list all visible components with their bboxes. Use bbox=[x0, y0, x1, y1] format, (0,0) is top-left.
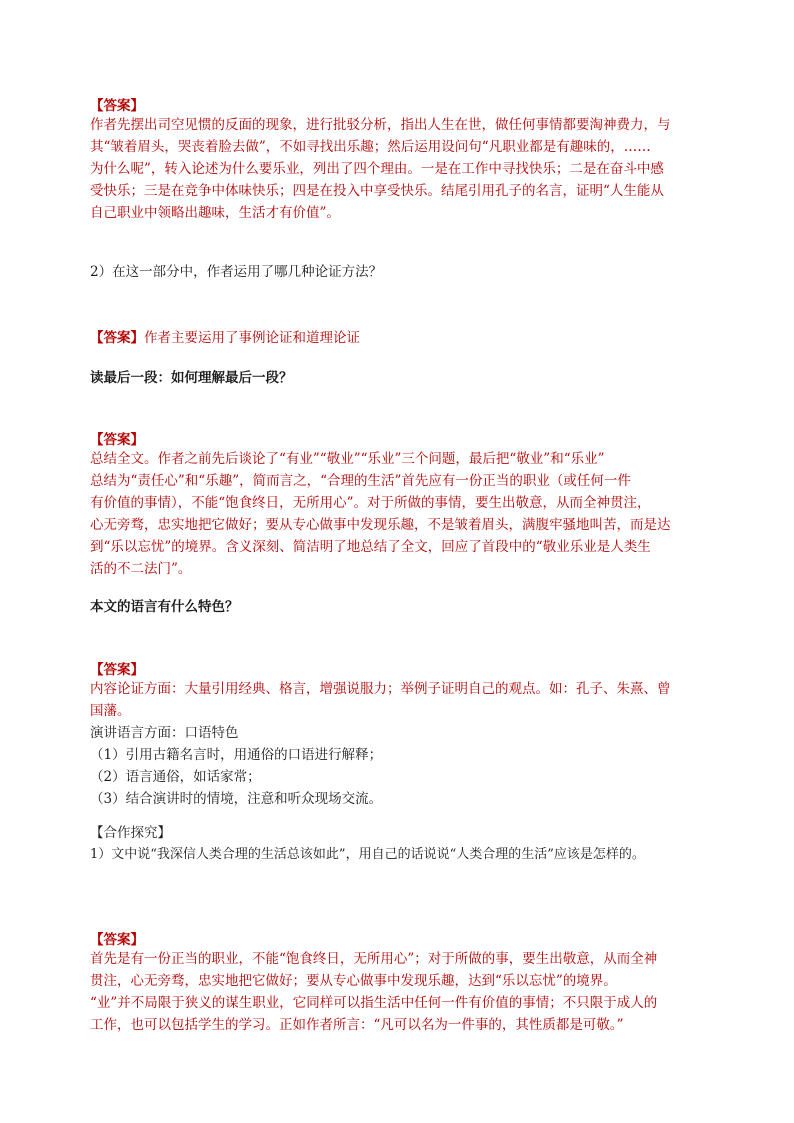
coop-section bbox=[90, 822, 710, 866]
answer-line: 为什么呢”，转入论述为什么要乐业，列出了四个理由。一是在工作中寻找快乐；二是在奋斗中感 bbox=[90, 161, 664, 177]
question-3: 读最后一段：如何理解最后一段？ bbox=[90, 370, 293, 386]
answer-block-5 bbox=[90, 928, 710, 1036]
answer-line: 国藩。 bbox=[90, 703, 131, 719]
answer-line: 工作，也可以包括学生的学习。正如作者所言：“凡可以名为一件事的，其性质都是可敬。” bbox=[90, 1017, 624, 1033]
answer-text-1 bbox=[90, 114, 710, 224]
answer-text-5 bbox=[90, 948, 710, 1036]
answer-block-2 bbox=[90, 326, 710, 349]
answer-line: 自己职业中领略出趣味，生活才有价值”。 bbox=[90, 205, 340, 221]
answer-label: 【答案】 bbox=[90, 432, 144, 448]
answer-label: 【答案】 bbox=[90, 662, 144, 678]
language-item: （3）结合演讲时的情境，注意和听众现场交流。 bbox=[90, 791, 383, 807]
answer-block-3 bbox=[90, 428, 710, 580]
coop-question: 1）文中说“我深信人类合理的生活总该如此”，用自己的话说说“人类合理的生活”应该是怎样的。 bbox=[90, 847, 645, 862]
answer-line: 作者先摆出司空见惯的反面的现象，进行批驳分析，指出人生在世，做任何事情都要淘神费力，与 bbox=[90, 117, 671, 133]
language-item: （2）语言通俗，如话家常； bbox=[90, 769, 261, 785]
answer-block-1 bbox=[90, 94, 710, 224]
answer-line: 其“皱着眉头，哭丧着脸去做”，不如寻找出乐趣；然后运用设问句“凡职业都是有趣味的，…… bbox=[90, 139, 651, 155]
answer-label: 【答案】 bbox=[90, 330, 144, 346]
answer-line: “业”并不局限于狭义的谋生职业，它同样可以指生活中任何一件有价值的事情；不只限于成人的 bbox=[90, 995, 658, 1011]
answer-text-3 bbox=[90, 448, 710, 580]
question-2: 2）在这一部分中，作者运用了哪几种论证方法？ bbox=[90, 264, 383, 280]
answer-line: 心无旁骛，忠实地把它做好；要从专心做事中发现乐趣，不是皱着眉头，满腹牢骚地叫苦，而是达 bbox=[90, 517, 671, 533]
language-item: （1）引用古籍名言时，用通俗的口语进行解释； bbox=[90, 747, 383, 763]
answer-line: 活的不二法门”。 bbox=[90, 561, 192, 577]
answer-line: 有价值的事情），不能“饱食终日，无所用心”。对于所做的事情，要生出敬意，从而全神贯注， bbox=[90, 495, 651, 511]
answer-label: 【答案】 bbox=[90, 932, 144, 948]
answer-line: 贯注，心无旁骛，忠实地把它做好；要从专心做事中发现乐趣，达到“乐以忘忧”的境界。 bbox=[90, 973, 617, 989]
answer-line: 内容论证方面：大量引用经典、格言，增强说服力；举例子证明自己的观点。如：孔子、朱熹、曾 bbox=[90, 681, 671, 697]
answer-line: 首先是有一份正当的职业，不能“饱食终日，无所用心”；对于所做的事，要生出敬意，从而全神 bbox=[90, 951, 658, 967]
answer-line: 总结为“责任心”和“乐趣”，简而言之，“合理的生活”首先应有一份正当的职业（或任何一件 bbox=[90, 473, 631, 489]
coop-heading: 【合作探究】 bbox=[90, 825, 171, 841]
question-4: 本文的语言有什么特色？ bbox=[90, 599, 239, 615]
language-notes bbox=[90, 722, 710, 810]
answer-line: 到“乐以忘忧”的境界。含义深刻、简洁明了地总结了全文，回应了首段中的“敬业乐业是人类生 bbox=[90, 539, 651, 555]
answer-line: 总结全文。作者之前先后谈论了“有业”“敬业”“乐业”三个问题，最后把“敬业”和“乐业” bbox=[90, 451, 605, 467]
answer-block-4 bbox=[90, 658, 710, 810]
answer-label: 【答案】 bbox=[90, 98, 144, 114]
answer-line: 受快乐；三是在竞争中体味快乐；四是在投入中享受快乐。结尾引用孔子的名言，证明“人生能从 bbox=[90, 183, 664, 199]
language-subhead: 演讲语言方面：口语特色 bbox=[90, 725, 239, 741]
answer-text-2: 作者主要运用了事例论证和道理论证 bbox=[144, 330, 360, 346]
answer-text-4 bbox=[90, 678, 710, 722]
